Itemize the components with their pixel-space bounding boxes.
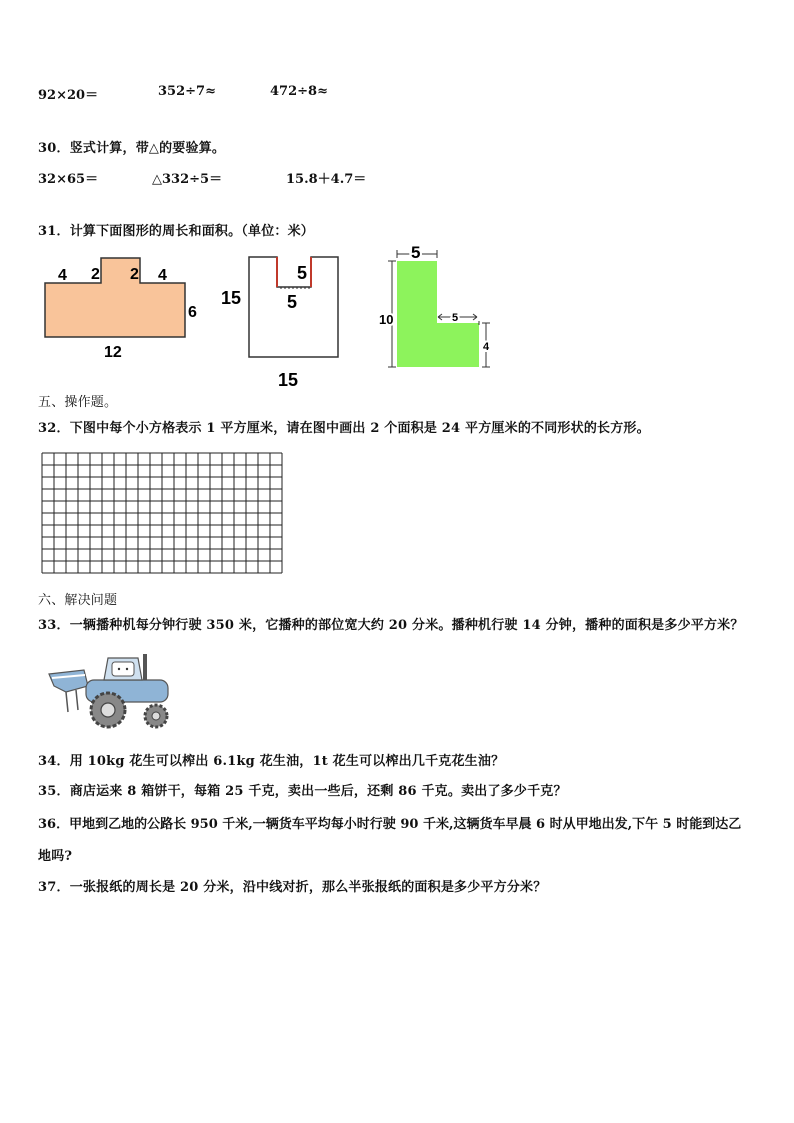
- figure-l-shape: [378, 242, 508, 372]
- label-left-side: 15: [221, 288, 242, 308]
- label-top-left: 4: [58, 267, 67, 284]
- seeder-hopper: [49, 670, 88, 692]
- q30-item-3: 15.8＋4.7＝: [286, 172, 367, 187]
- tractor-rear-hub: [101, 703, 115, 717]
- tractor-front-hub: [152, 712, 160, 720]
- tractor-illustration: [46, 652, 181, 730]
- q36-text-line2: 地吗?: [38, 849, 73, 864]
- q30-item-1: 32×65＝: [38, 172, 99, 187]
- label-left: 10: [379, 312, 394, 327]
- label-bottom-side: 15: [278, 370, 299, 390]
- label-top: 5: [411, 243, 421, 262]
- seeder-frame: [66, 690, 78, 712]
- q35-text: 35．商店运来 8 箱饼干，每箱 25 千克，卖出一些后，还剩 86 千克。卖出了多少千克？: [38, 784, 567, 799]
- q30-item-2: △332÷5＝: [152, 172, 223, 187]
- label-top-right: 4: [158, 267, 167, 284]
- label-right-side: 6: [188, 304, 197, 321]
- label-inner: 5: [452, 312, 459, 324]
- figure-t-shape: [38, 255, 208, 365]
- square-grid: [41, 452, 285, 576]
- label-right: 4: [483, 341, 490, 353]
- section-5-heading: 五、操作题。: [38, 395, 118, 410]
- tractor-exhaust: [143, 654, 147, 680]
- expr-92x20: 92×20＝: [38, 88, 99, 103]
- label-step-right: 2: [130, 266, 139, 283]
- label-bottom: 12: [104, 344, 122, 361]
- figure-notched-square: [218, 250, 348, 390]
- label-notch-depth: 5: [287, 292, 298, 312]
- q33-text: 33．一辆播种机每分钟行驶 350 米，它播种的部位宽大约 20 分米。播种机行驶 14 分钟，播种的面积是多少平方米？: [38, 618, 744, 633]
- tractor-eye-left: [118, 668, 120, 670]
- section-6-heading: 六、解决问题: [38, 593, 118, 608]
- q37-text: 37．一张报纸的周长是 20 分米，沿中线对折，那么半张报纸的面积是多少平方分米？: [38, 880, 547, 895]
- q30-title: 30．竖式计算，带△的要验算。: [38, 141, 226, 156]
- q31-title: 31．计算下面图形的周长和面积。（单位：米）: [38, 224, 314, 239]
- label-step-left: 2: [91, 266, 100, 283]
- q32-title: 32．下图中每个小方格表示 1 平方厘米，请在图中画出 2 个面积是 24 平方厘米的不同形状的长方形。: [38, 421, 650, 436]
- l-shape-body: [397, 261, 479, 367]
- tractor-window: [112, 662, 134, 676]
- q36-text-line1: 36．甲地到乙地的公路长 950 千米,一辆货车平均每小时行驶 90 千米,这辆货车早晨 6 时从甲地出发,下午 5 时能到达乙: [38, 817, 742, 832]
- q34-text: 34．用 10kg 花生可以榨出 6.1kg 花生油，1t 花生可以榨出几千克花生油？: [38, 754, 505, 769]
- tractor-eye-right: [126, 668, 128, 670]
- expr-352div7: 352÷7≈: [158, 84, 216, 99]
- label-notch-width: 5: [297, 263, 308, 283]
- expr-472div8: 472÷8≈: [270, 84, 328, 99]
